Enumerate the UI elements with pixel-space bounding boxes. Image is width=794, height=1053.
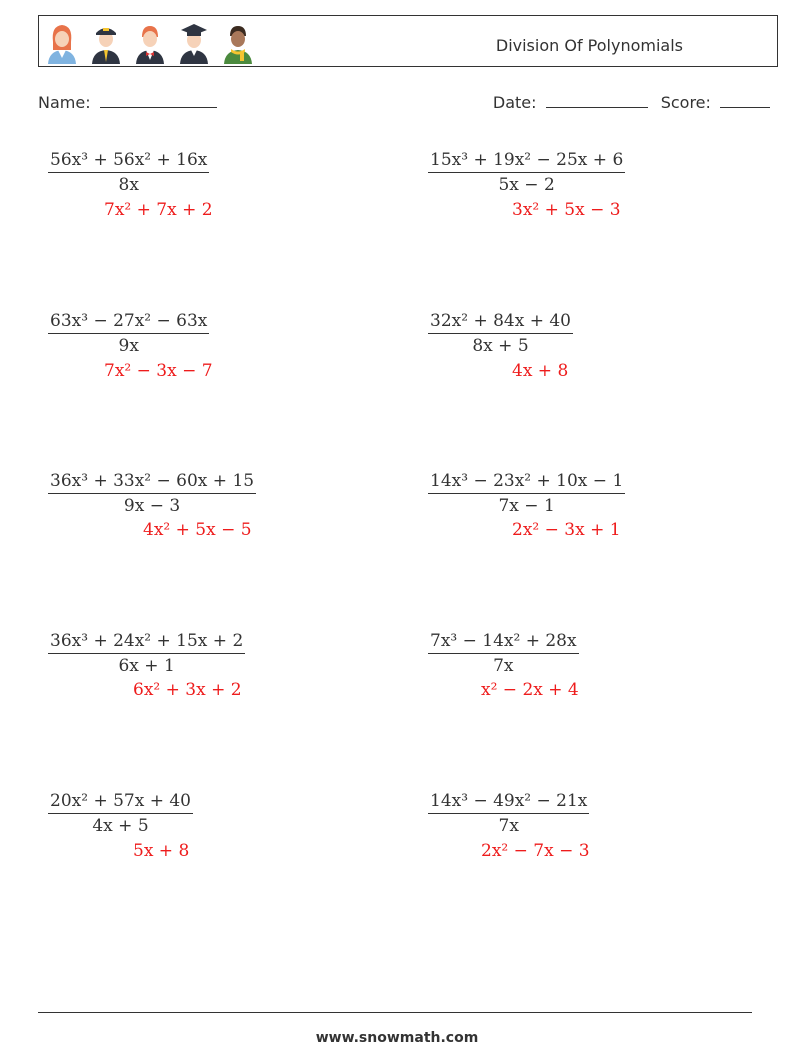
problem-item: [48, 311, 209, 356]
fraction: [48, 471, 256, 516]
problem-item: [48, 631, 245, 676]
answer: 2x² − 7x − 3: [481, 841, 590, 861]
fraction: [48, 311, 209, 356]
name-field: [38, 93, 217, 112]
problem-item: [428, 471, 625, 516]
date-score-fields: [493, 93, 770, 112]
problem-item: [48, 791, 193, 836]
answer: x² − 2x + 4: [481, 680, 579, 700]
answer: 4x² + 5x − 5: [143, 520, 252, 540]
footer-url[interactable]: www.snowmath.com: [315, 1030, 479, 1046]
denominator: 7x: [498, 816, 519, 836]
answer: 6x² + 3x + 2: [133, 680, 242, 700]
answer: 4x + 8: [512, 361, 569, 381]
man-scarf-avatar-icon: [221, 20, 255, 64]
denominator: 4x + 5: [92, 816, 149, 836]
score-blank[interactable]: [720, 93, 770, 108]
numerator: 63x³ − 27x² − 63x: [48, 311, 209, 334]
numerator: 20x² + 57x + 40: [48, 791, 193, 814]
problem-item: [428, 311, 573, 356]
denominator: 9x: [118, 336, 139, 356]
answer: 7x² − 3x − 7: [104, 361, 213, 381]
date-label: Date:: [492, 93, 537, 112]
header-box: [38, 15, 778, 67]
answer: 7x² + 7x + 2: [104, 200, 213, 220]
fraction: [48, 791, 193, 836]
problem-item: [48, 471, 256, 516]
footer-divider: [38, 1012, 752, 1013]
waiter-avatar-icon: [133, 20, 167, 64]
problem-item: [428, 150, 625, 195]
pilot-avatar-icon: [89, 20, 123, 64]
name-label: Name:: [38, 93, 91, 112]
numerator: 32x² + 84x + 40: [428, 311, 573, 334]
date-blank[interactable]: [546, 93, 648, 108]
problem-item: [428, 631, 579, 676]
answer: 2x² − 3x + 1: [512, 520, 621, 540]
fraction: [48, 631, 245, 676]
worksheet-title: Division Of Polynomials: [495, 36, 683, 55]
denominator: 7x − 1: [498, 496, 555, 516]
graduate-avatar-icon: [177, 20, 211, 64]
denominator: 8x + 5: [472, 336, 529, 356]
numerator: 14x³ − 23x² + 10x − 1: [428, 471, 625, 494]
fraction: [428, 150, 625, 195]
numerator: 36x³ + 24x² + 15x + 2: [48, 631, 245, 654]
problem-item: [48, 150, 209, 195]
numerator: 36x³ + 33x² − 60x + 15: [48, 471, 256, 494]
fraction: [428, 311, 573, 356]
answer: 5x + 8: [133, 841, 190, 861]
name-blank[interactable]: [100, 93, 217, 108]
woman-avatar-icon: [45, 20, 79, 64]
fraction: [48, 150, 209, 195]
fraction: [428, 471, 625, 516]
denominator: 6x + 1: [118, 656, 175, 676]
problem-item: [428, 791, 589, 836]
numerator: 56x³ + 56x² + 16x: [48, 150, 209, 173]
numerator: 15x³ + 19x² − 25x + 6: [428, 150, 625, 173]
fraction: [428, 791, 589, 836]
fraction: [428, 631, 579, 676]
denominator: 7x: [493, 656, 514, 676]
answer: 3x² + 5x − 3: [512, 200, 621, 220]
denominator: 8x: [118, 175, 139, 195]
numerator: 7x³ − 14x² + 28x: [428, 631, 579, 654]
avatar-row: [45, 20, 255, 64]
denominator: 5x − 2: [498, 175, 555, 195]
numerator: 14x³ − 49x² − 21x: [428, 791, 589, 814]
score-label: Score:: [660, 93, 711, 112]
denominator: 9x − 3: [123, 496, 181, 516]
